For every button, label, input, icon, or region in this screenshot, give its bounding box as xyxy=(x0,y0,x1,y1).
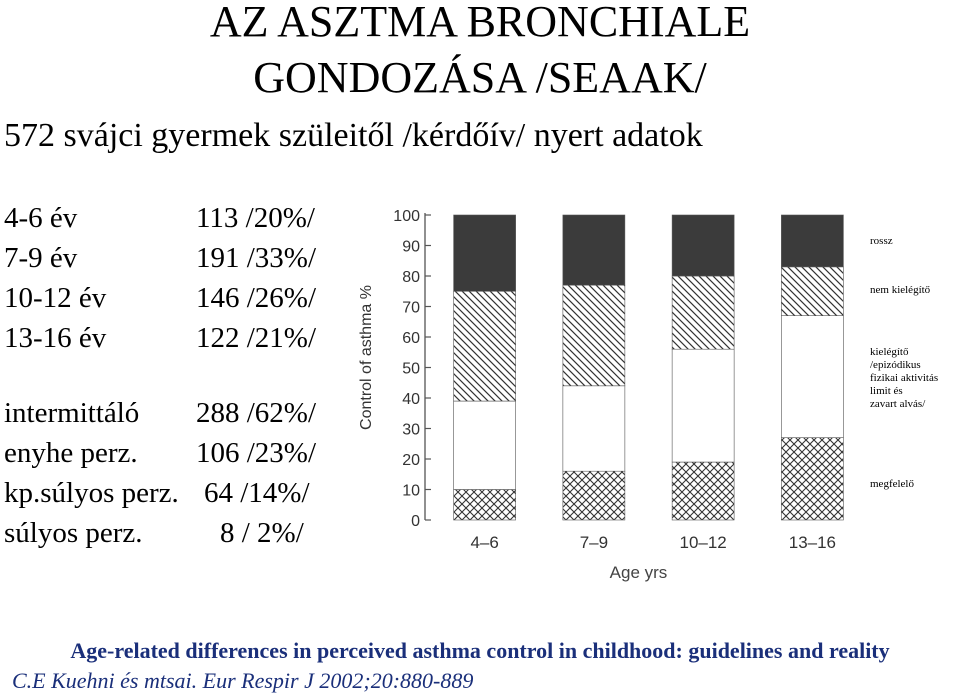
x-axis-title: Age yrs xyxy=(609,563,668,582)
legend-kielegito-line: limit és xyxy=(870,385,903,397)
y-axis-title: Control of asthma % xyxy=(358,285,375,430)
title-line-2: GONDOZÁSA /SEAAK/ xyxy=(253,53,707,102)
y-tick-label: 40 xyxy=(402,391,420,408)
age-label: 7-9 év xyxy=(4,242,78,274)
severity-value: 64 /14%/ xyxy=(204,477,310,509)
age-value: 122 /21%/ xyxy=(196,322,317,354)
footer-citation-reference: C.E Kuehni és mtsai. Eur Respir J 2002;20:880-889 xyxy=(12,668,474,693)
footer-citation-title: Age-related differences in perceived asthma control in childhood: guidelines and reality xyxy=(70,638,890,663)
legend-nem-kielegito: nem kielégítő xyxy=(870,284,931,296)
legend-rossz: rossz xyxy=(870,235,893,247)
bar-segment xyxy=(454,291,516,401)
bar-segment xyxy=(454,401,516,489)
bar-segment xyxy=(781,438,843,520)
bar-segment xyxy=(454,215,516,291)
bar-segment xyxy=(672,349,734,462)
y-tick-label: 30 xyxy=(402,421,420,439)
bar-segment xyxy=(563,386,625,471)
bar-segment xyxy=(672,276,734,349)
severity-label: kp.súlyos perz. xyxy=(4,477,179,509)
x-tick-label: 7–9 xyxy=(579,533,609,552)
y-tick-label: 50 xyxy=(402,360,420,378)
severity-label: súlyos perz. xyxy=(4,517,143,549)
y-tick-label: 60 xyxy=(402,330,420,347)
bar-segment xyxy=(781,316,843,438)
bar-segment xyxy=(563,285,625,386)
y-tick-label: 0 xyxy=(411,513,420,530)
x-tick-label: 13–16 xyxy=(788,533,837,552)
severity-value: 288 /62%/ xyxy=(196,397,317,429)
severity-value: 106 /23%/ xyxy=(196,437,317,469)
y-tick-label: 90 xyxy=(402,238,420,256)
y-tick-label: 20 xyxy=(402,452,420,469)
y-tick-label: 100 xyxy=(393,208,420,225)
bar-segment xyxy=(563,215,625,285)
legend-kielegito-line: fizikai aktivitás xyxy=(870,372,939,384)
legend-megfelelo: megfelelő xyxy=(870,478,914,490)
subtitle: 572 svájci gyermek szüleitől /kérdőív/ nyert adatok xyxy=(4,117,703,154)
bar-segment xyxy=(672,215,734,276)
bar-segment xyxy=(563,471,625,520)
title-line-1: AZ ASZTMA BRONCHIALE xyxy=(209,0,751,46)
severity-value: 8 / 2%/ xyxy=(220,517,304,549)
y-tick-label: 80 xyxy=(402,269,420,286)
y-tick-label: 70 xyxy=(402,299,420,317)
age-label: 10-12 év xyxy=(4,282,107,314)
legend-kielegito-line: zavart alvás/ xyxy=(870,398,926,410)
asthma-control-chart xyxy=(350,200,865,595)
bar-segment xyxy=(672,462,734,520)
x-tick-label: 4–6 xyxy=(470,533,499,552)
x-tick-label: 10–12 xyxy=(679,533,727,552)
y-tick-label: 10 xyxy=(402,482,420,500)
legend-kielegito-line: /epizódikus xyxy=(870,359,921,371)
age-label: 4-6 év xyxy=(4,202,78,234)
legend-kielegito-line: kielégítő xyxy=(870,346,909,358)
severity-label: enyhe perz. xyxy=(4,437,138,469)
legend-kielegito xyxy=(870,346,938,411)
age-value: 113 /20%/ xyxy=(196,202,315,234)
age-value: 146 /26%/ xyxy=(196,282,317,314)
age-label: 13-16 év xyxy=(4,322,107,354)
chart-svg xyxy=(350,200,865,590)
age-value: 191 /33%/ xyxy=(196,242,317,274)
severity-label: intermittáló xyxy=(4,397,140,429)
bar-segment xyxy=(454,490,516,521)
bar-segment xyxy=(781,267,843,316)
bar-segment xyxy=(781,215,843,267)
page-title xyxy=(0,0,960,106)
